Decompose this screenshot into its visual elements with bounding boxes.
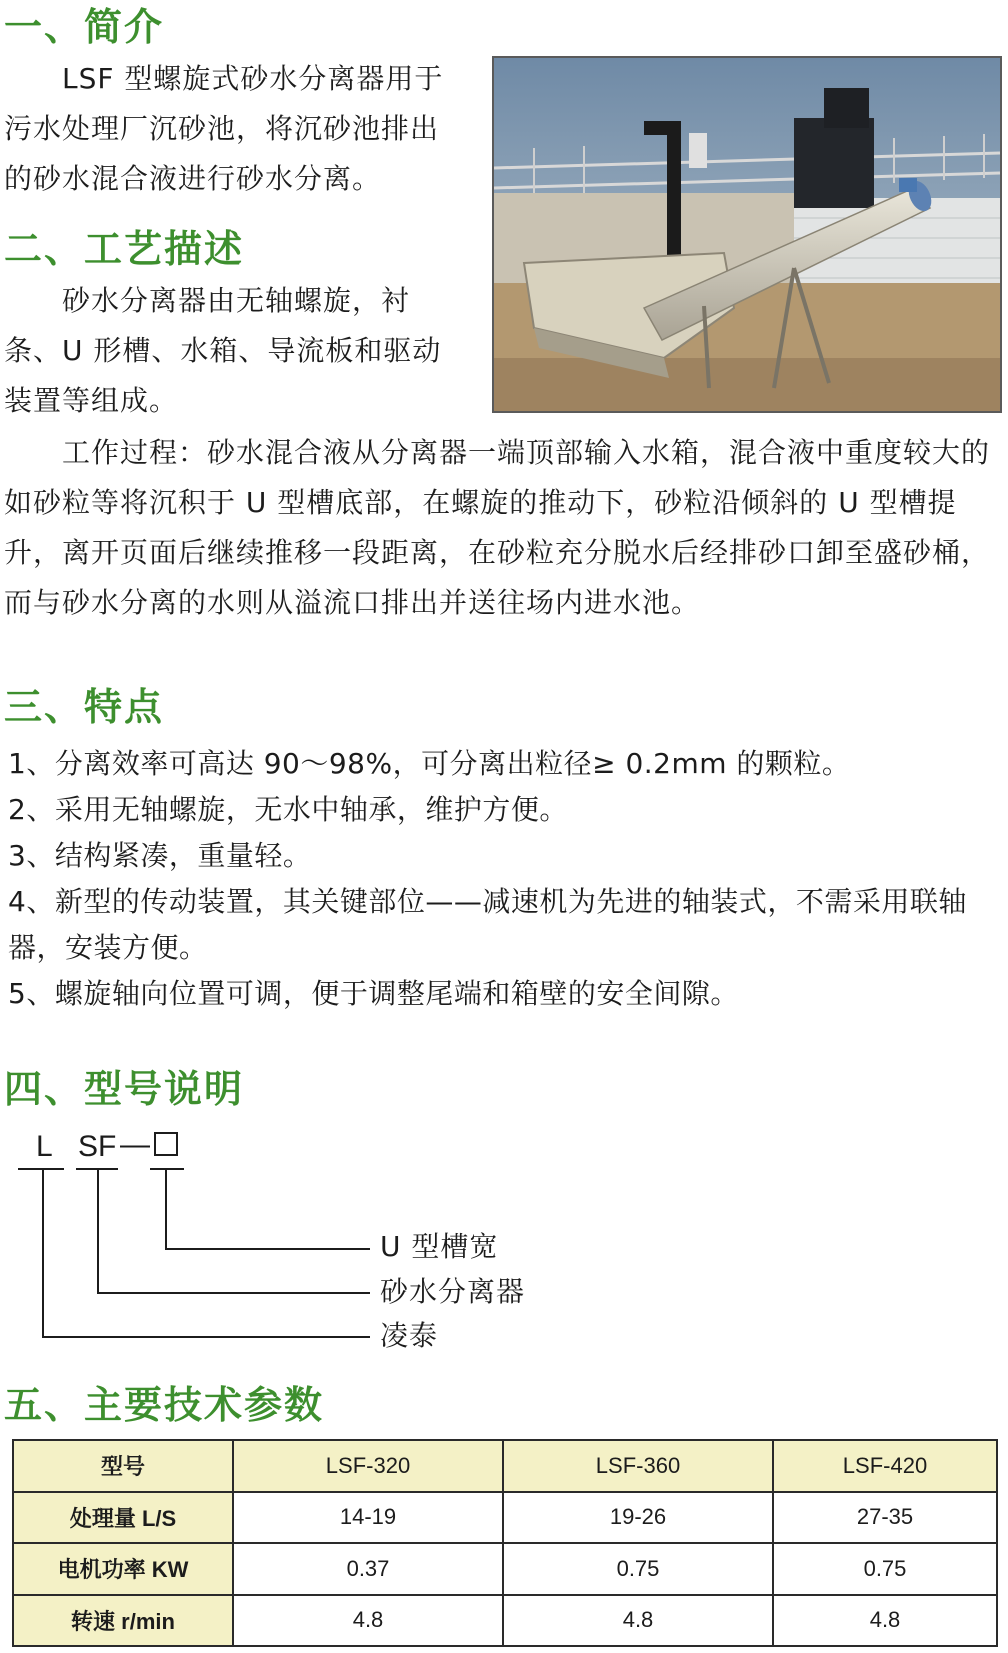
section-model-heading: 四、型号说明	[4, 1067, 245, 1111]
code-letter-l: L	[36, 1130, 53, 1163]
feature-item: 3、结构紧凑，重量轻。	[8, 839, 312, 872]
spec-header-cell: 型号	[13, 1440, 233, 1492]
leader-sf-vertical	[97, 1170, 99, 1294]
code-letters-sf: SF	[78, 1130, 117, 1163]
process-working-paragraph	[4, 428, 994, 628]
underline-box	[150, 1168, 184, 1170]
spec-cell: 0.75	[503, 1543, 773, 1595]
spec-cell: 4.8	[233, 1595, 503, 1647]
separator-photo	[492, 56, 1002, 413]
underline-l	[18, 1168, 64, 1170]
separator-photo-illustration	[494, 58, 1000, 411]
spec-table-header-row	[13, 1440, 997, 1492]
feature-item: 5、螺旋轴向位置可调，便于调整尾端和箱壁的安全间隙。	[8, 977, 739, 1010]
intro-text: LSF 型螺旋式砂水分离器用于污水处理厂沉砂池，将沉砂池排出的砂水混合液进行砂水分离。	[4, 62, 444, 195]
process-components-text: 砂水分离器由无轴螺旋，衬条、U 形槽、水箱、导流板和驱动装置等组成。	[4, 284, 442, 417]
feature-item: 1、分离效率可高达 90～98%，可分离出粒径≥ 0.2mm 的颗粒。	[8, 747, 851, 780]
spec-row-label: 电机功率 KW	[13, 1543, 233, 1595]
spec-header-cell: LSF-320	[233, 1440, 503, 1492]
code-width-box	[154, 1132, 178, 1156]
feature-item: 2、采用无轴螺旋，无水中轴承，维护方便。	[8, 793, 568, 826]
spec-cell: 0.37	[233, 1543, 503, 1595]
model-code-diagram	[0, 1120, 600, 1360]
spec-cell: 27-35	[773, 1492, 997, 1544]
process-components-paragraph	[4, 276, 462, 426]
spec-cell: 0.75	[773, 1543, 997, 1595]
spec-table-row	[13, 1543, 997, 1595]
leader-sf-horizontal	[97, 1292, 370, 1294]
code-dash: —	[120, 1128, 150, 1161]
leader-l-horizontal	[42, 1336, 370, 1338]
spec-row-label: 处理量 L/S	[13, 1492, 233, 1544]
section-intro-heading: 一、简介	[4, 5, 165, 49]
spec-cell: 4.8	[773, 1595, 997, 1647]
leader-l-vertical	[42, 1170, 44, 1338]
section-process-heading: 二、工艺描述	[4, 227, 245, 271]
spec-header-cell: LSF-360	[503, 1440, 773, 1492]
section-params-heading: 五、主要技术参数	[4, 1383, 325, 1427]
legend-brand: 凌泰	[380, 1319, 439, 1352]
spec-cell: 19-26	[503, 1492, 773, 1544]
spec-table-row	[13, 1492, 997, 1544]
process-working-text: 工作过程：砂水混合液从分离器一端顶部输入水箱，混合液中重度较大的如砂粒等将沉积于 U 型槽底部，在螺旋的推动下，砂粒沿倾斜的 U 型槽提升，离开页面后继续推移一段距离，在砂粒充分脱水后经排砂口卸至盛砂桶，而与砂水分离的水则从溢流口排出并送往场内进水池。	[4, 436, 991, 619]
legend-u-trough-width: U 型槽宽	[380, 1230, 499, 1263]
legend-separator: 砂水分离器	[380, 1275, 526, 1308]
features-list	[8, 741, 998, 1017]
feature-item: 4、新型的传动装置，其关键部位——减速机为先进的轴装式，不需采用联轴器，安装方便。	[8, 885, 967, 964]
spec-table	[12, 1439, 998, 1647]
spec-row-label: 转速 r/min	[13, 1595, 233, 1647]
spec-cell: 14-19	[233, 1492, 503, 1544]
spec-cell: 4.8	[503, 1595, 773, 1647]
leader-box-horizontal	[165, 1248, 370, 1250]
leader-box-vertical	[165, 1170, 167, 1250]
section-features-heading: 三、特点	[4, 685, 165, 729]
spec-header-cell: LSF-420	[773, 1440, 997, 1492]
spec-table-row	[13, 1595, 997, 1647]
intro-paragraph	[4, 54, 450, 204]
